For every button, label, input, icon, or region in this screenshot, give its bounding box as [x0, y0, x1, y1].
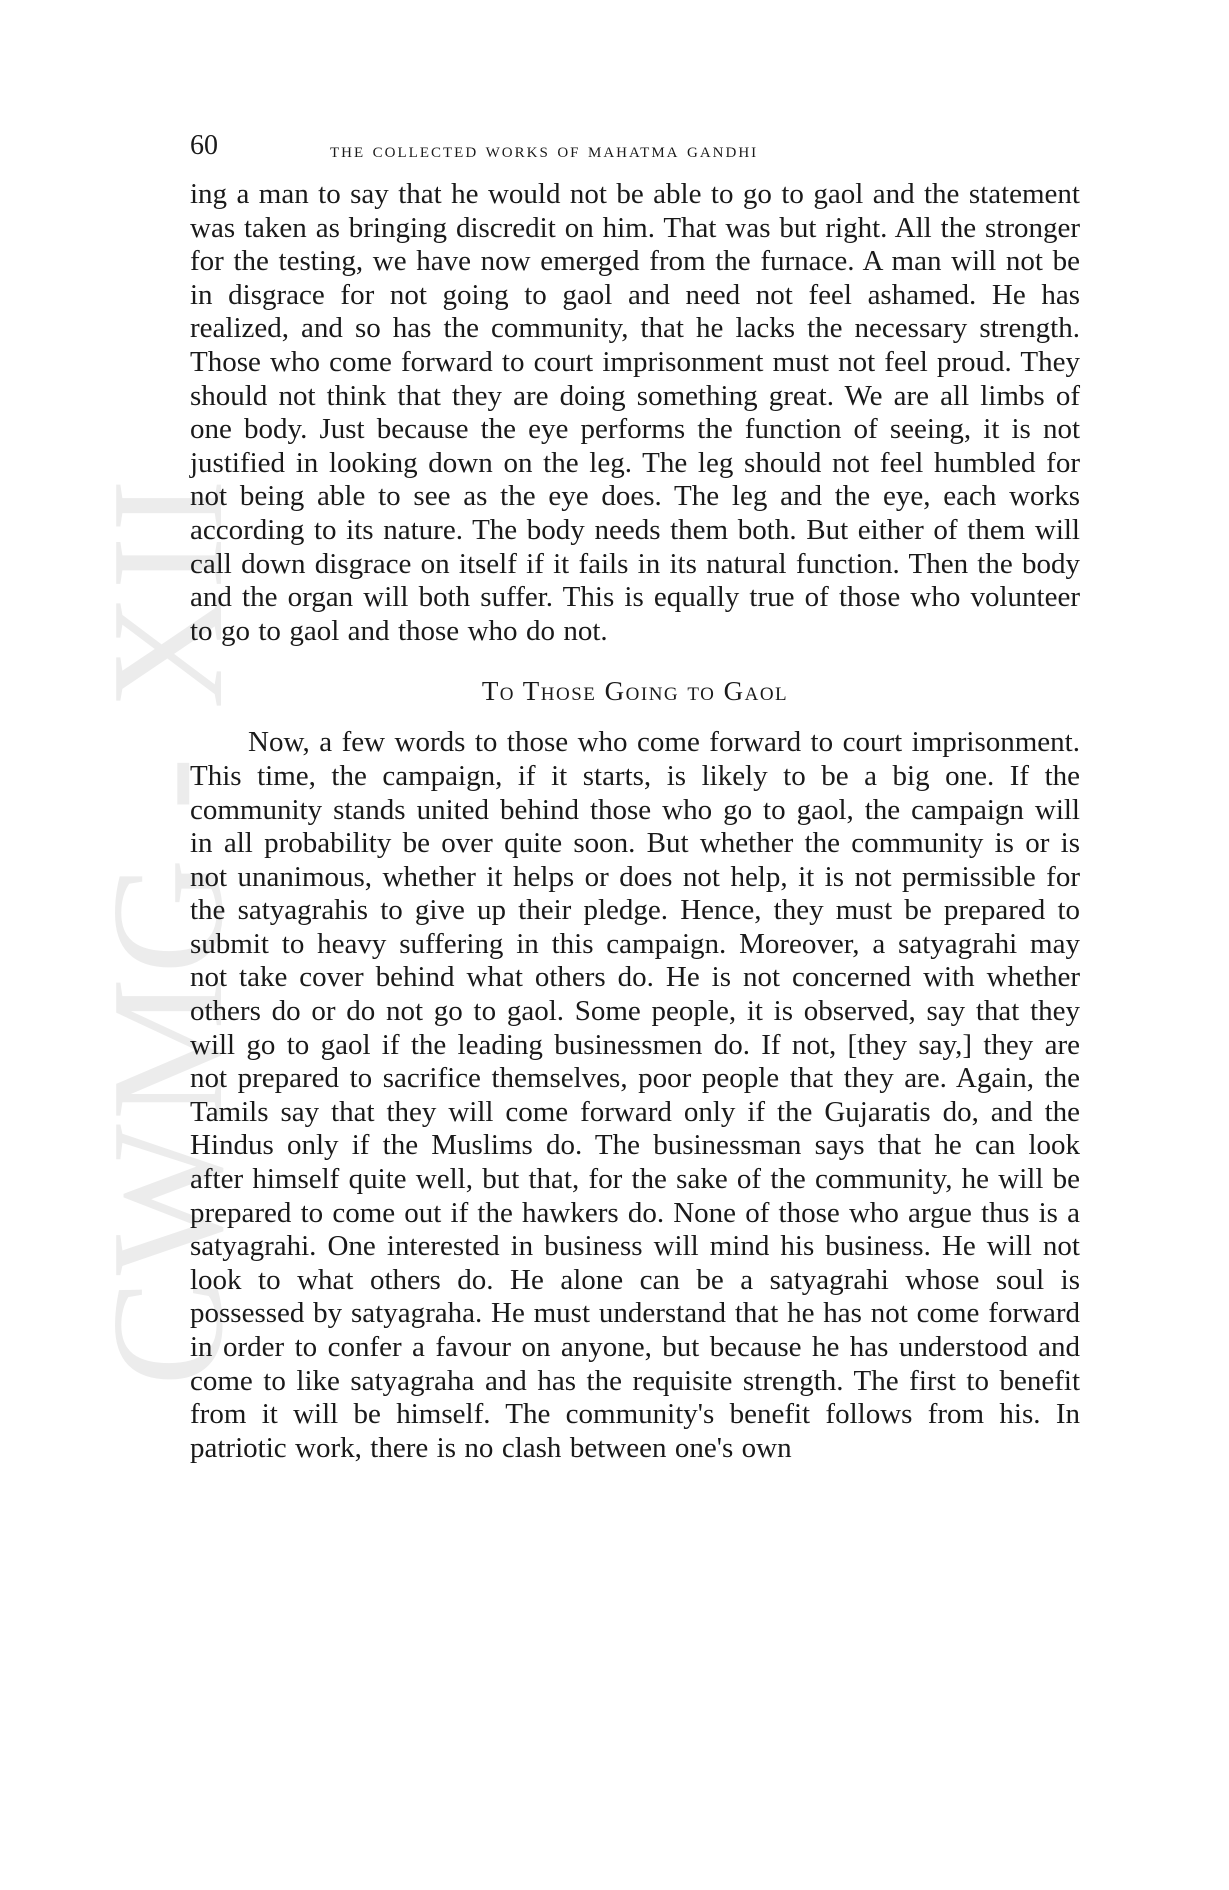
running-head: [190, 128, 1080, 168]
paragraph: Now, a few words to those who come forward to court imprisonment. This time, the campaign, if it starts, is likely to be a big one. If the community stands united behind those who go to gaol, the campaign will in all probability be over quite soon. But whether the community is or is not unanimous, whether it helps or does not help, it is not permissible for the satyagrahis to give up their pledge. Hence, they must be prepared to submit to heavy suffering in this campaign. Moreover, a satyagrahi may not take cover behind what others do. He is not concerned with whether others do or do not go to gaol. Some people, it is observed, say that they will go to gaol if the leading businessmen do. If not, [they say,] they are not prepared to sacrifice themselves, poor people that they are. Again, the Tamils say that they will come forward only if the Gujaratis do, and the Hindus only if the Muslims do. The businessman says that he can look after himself quite well, but that, for the sake of the community, he will be prepared to come out if the hawkers do. None of those who argue thus is a satyagrahi. One interested in business will mind his business. He will not look to what others do. He alone can be a satyagrahi whose soul is possessed by satyagraha. He must understand that he has not come forward in order to confer a favour on anyone, but because he has understood and come to like satyagraha and has the requisite strength. The first to benefit from it will be himself. The community's benefit follows from his. In patriotic work, there is no clash between one's own: [190, 726, 1080, 1464]
page: [190, 128, 1080, 1465]
book-title: the collected works of mahatma gandhi: [330, 137, 759, 162]
watermark-text: CWMG - XII: [77, 474, 256, 1386]
paragraph-continued: ing a man to say that he would not be able to go to gaol and the statement was taken as bringing discredit on him. That was but right. All the stronger for the testing, we have now emerged from the furnace. A man will not be in disgrace for not going to gaol and need not feel ashamed. He has realized, and so has the community, that he lacks the necessary strength. Those who come forward to court imprisonment must not feel proud. They should not think that they are doing something great. We are all limbs of one body. Just because the eye performs the function of seeing, it is not justified in looking down on the leg. The leg should not feel humbled for not being able to see as the eye does. The leg and the eye, each works according to its nature. The body needs them both. But either of them will call down disgrace on itself if it fails in its natural function. Then the body and the organ will both suffer. This is equally true of those who volunteer to go to gaol and those who do not.: [190, 178, 1080, 647]
page-number: 60: [190, 130, 218, 161]
section-heading: To Those Going to Gaol: [481, 676, 789, 707]
